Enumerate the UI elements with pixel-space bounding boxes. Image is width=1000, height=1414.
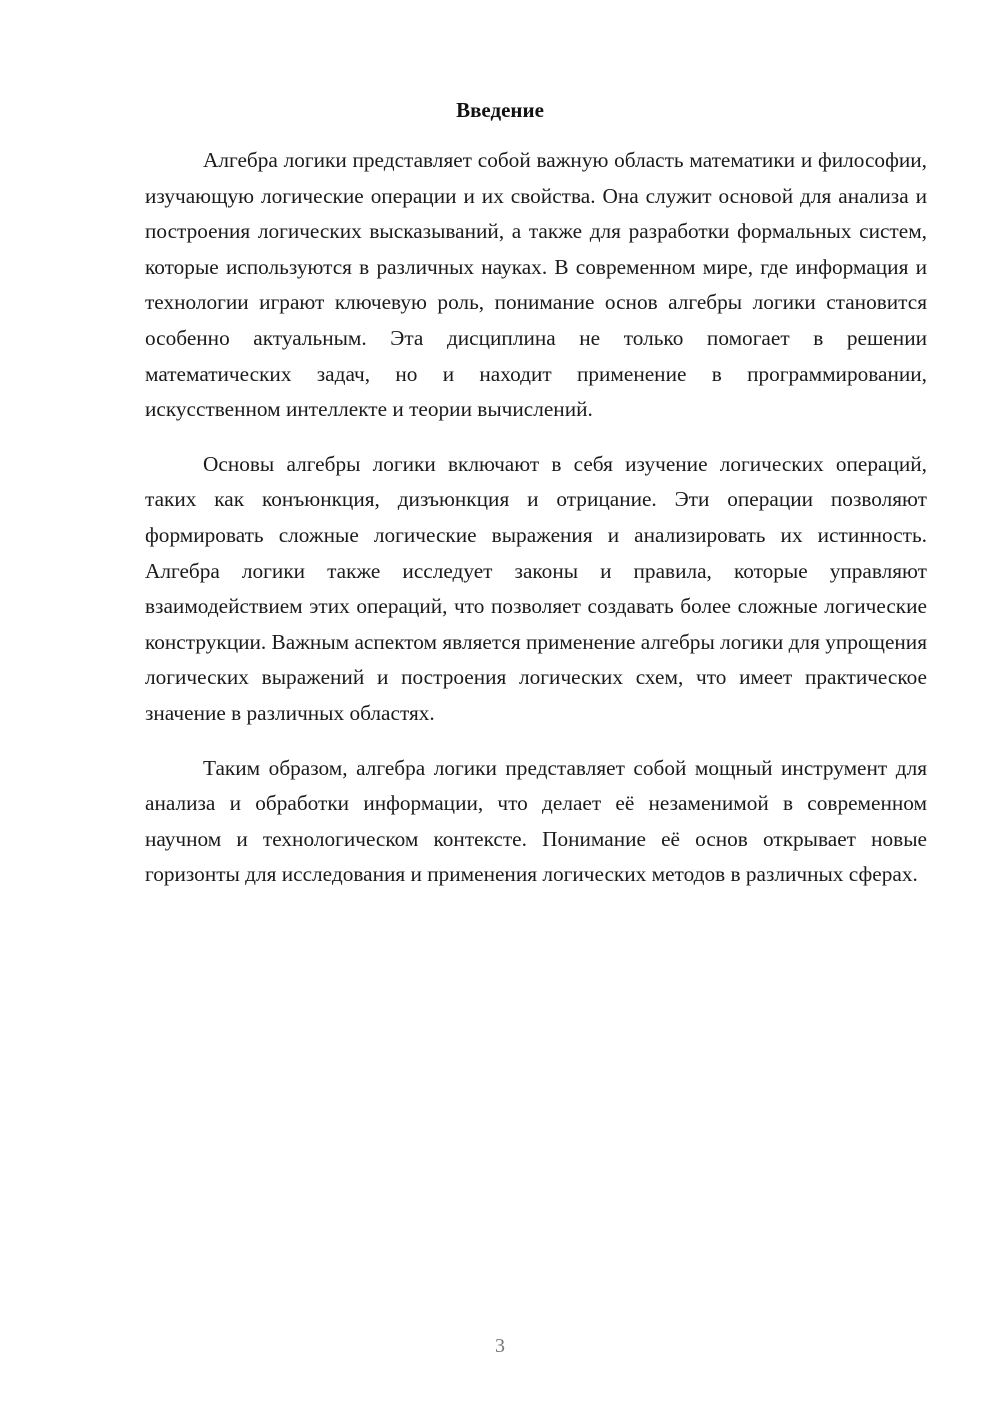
section-body (145, 143, 927, 912)
page-number: 3 (495, 1335, 505, 1357)
section-title: Введение (456, 98, 544, 122)
paragraph-3: Таким образом, алгебра логики представляет собой мощный инструмент для анализа и обработки информации, что делает её незаменимой в современном научном и технологическом контексте. Понимание её основ открывает новые горизонты для исследования и применения логических методов в различных сферах. (145, 755, 927, 887)
paragraph-2: Основы алгебры логики включают в себя изучение логических операций, таких как конъюнкция, дизъюнкция и отрицание. Эти операции позволяют формировать сложные логические выражения и анализировать их истинность. Алгебра логики также исследует законы и правила, которые управляют взаимодействием этих операций, что позволяет создавать более сложные логические конструкции. Важным аспектом является применение алгебры логики для упрощения логических выражений и построения логических схем, что имеет практическое значение в различных областях. (145, 451, 927, 725)
paragraph-1: Алгебра логики представляет собой важную область математики и философии, изучающую логические операции и их свойства. Она служит основой для анализа и построения логических высказываний, а также для разработки формальных систем, которые используются в различных науках. В современном мире, где информация и технологии играют ключевую роль, понимание основ алгебры логики становится особенно актуальным. Эта дисциплина не только помогает в решении математических задач, но и находит применение в программировании, искусственном интеллекте и теории вычислений. (145, 148, 927, 422)
